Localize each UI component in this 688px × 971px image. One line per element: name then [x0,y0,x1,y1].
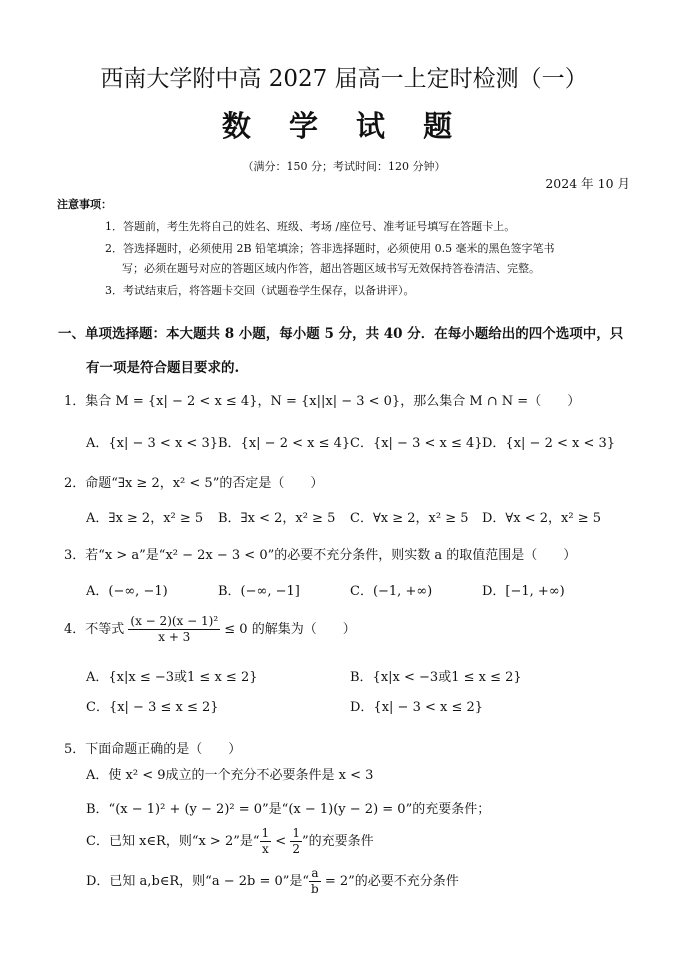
question-4-stem-suffix: ≤ 0 的解集为（ ） [224,622,356,637]
question-4-denominator: x + 3 [158,630,191,644]
question-3-option-b: B．(−∞, −1] [218,584,300,599]
fraction-denominator: b [311,882,319,896]
question-1-option-c: C．{x| − 3 < x ≤ 4} [350,436,483,451]
question-4-stem-prefix: 4．不等式 [64,622,125,637]
question-5-option-d-prefix: D．已知 a,b∈R，则“a − 2b = 0”是“ [86,874,310,889]
question-3-option-d: D．[−1, +∞) [482,584,565,599]
less-than: < [271,834,291,849]
question-5-option-c-suffix: ”的充要条件 [301,834,374,849]
question-5-option-d-suffix: = 2”的必要不充分条件 [320,874,459,889]
notice-item-2-cont: 写；必须在题号对应的答题区域内作答，超出答题区域书写无效保持答卷清洁、完整。 [122,262,540,275]
exam-date: 2024 年 10 月 [545,176,630,191]
question-4-stem [64,614,356,645]
question-3-stem: 3．若“x > a”是“x² − 2x − 3 < 0”的必要不充分条件，则实数 a 的取值范围是（ ） [64,548,577,563]
question-1-stem: 1．集合 M = {x| − 2 < x ≤ 4}，N = {x||x| − 3 < 0}，那么集合 M ∩ N =（ ） [64,394,581,409]
question-4-numerator: (x − 2)(x − 1)² [130,614,219,628]
subject-title: 数 学 试 题 [221,109,467,143]
notice-item-2: 2．答选择题时，必须使用 2B 铅笔填涂；答非选择题时，必须使用 0.5 毫米的黑色签字笔书 [105,242,555,255]
question-3-option-c: C．(−1, +∞) [350,584,433,599]
question-4-fraction [128,614,220,645]
question-4-option-a: A．{x|x ≤ −3或1 ≤ x ≤ 2} [86,670,258,685]
notice-heading: 注意事项： [57,198,112,211]
question-5-option-d-fraction [309,866,321,897]
notice-item-3: 3．考试结束后，将答题卡交回（试题卷学生保存，以备讲评）。 [105,284,415,297]
question-1-option-d: D．{x| − 2 < x < 3} [482,436,616,451]
fraction-denominator: x [261,842,269,856]
exam-title: 西南大学附中高 2027 届高一上定时检测（一） [100,66,588,92]
question-4-option-b: B．{x|x < −3或1 ≤ x ≤ 2} [350,670,522,685]
question-3-option-a: A．(−∞, −1) [86,584,168,599]
fraction-numerator: 1 [261,826,270,840]
question-2-option-a: A．∃x ≥ 2，x² ≥ 5 [86,511,204,526]
fraction-numerator: 1 [292,826,300,840]
question-5-stem: 5．下面命题正确的是（ ） [64,742,242,757]
question-5-option-b: B．“(x − 1)² + (y − 2)² = 0”是“(x − 1)(y − 2) = 0”的充要条件； [86,802,491,817]
question-5-option-c [86,826,374,857]
question-2-option-b: B．∃x < 2，x² ≥ 5 [218,511,336,526]
section-heading-cont: 有一项是符合题目要求的. [86,360,240,376]
question-4-option-d: D．{x| − 3 < x ≤ 2} [350,700,484,715]
fraction-denominator: 2 [292,842,300,856]
question-5-option-d [86,866,459,897]
notice-item-1: 1．答题前，考生先将自己的姓名、班级、考场 /座位号、准考证号填写在答题卡上。 [105,220,516,233]
question-1-option-a: A．{x| − 3 < x < 3} [86,436,218,451]
question-5-option-a: A．使 x² < 9成立的一个充分不必要条件是 x < 3 [86,768,374,783]
question-5-option-c-fraction-1 [260,826,272,857]
question-5-option-c-prefix: C．已知 x∈R，则“x > 2”是“ [86,834,260,849]
question-2-option-d: D．∀x < 2，x² ≥ 5 [482,511,601,526]
question-5-option-c-fraction-2 [290,826,302,857]
fraction-numerator: a [309,866,321,882]
question-2-option-c: C．∀x ≥ 2，x² ≥ 5 [350,511,469,526]
question-2-stem: 2．命题“∃x ≥ 2，x² < 5”的否定是（ ） [64,476,324,491]
question-1-option-b: B．{x| − 2 < x ≤ 4} [218,436,351,451]
section-heading: 一、单项选择题：本大题共 8 小题，每小题 5 分，共 40 分．在每小题给出的四个选项中，只 [58,326,624,342]
question-4-option-c: C．{x| − 3 ≤ x ≤ 2} [86,700,219,715]
exam-meta: （满分：150 分；考试时间：120 分钟） [242,160,446,173]
